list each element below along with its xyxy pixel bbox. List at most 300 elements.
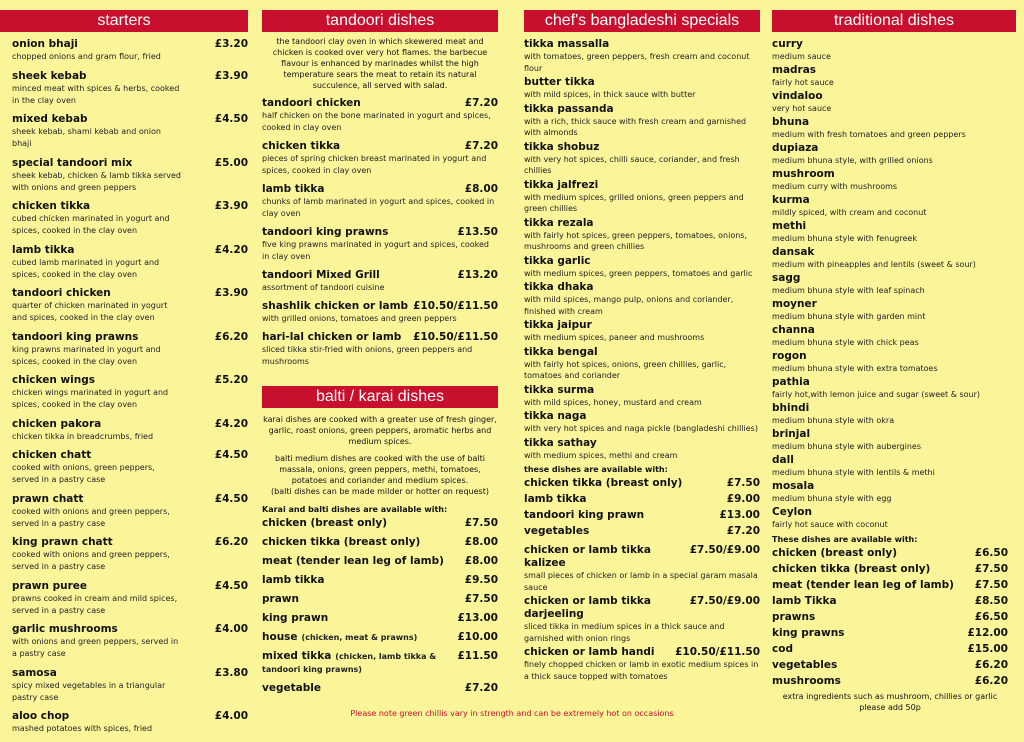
menu-item	[524, 38, 760, 74]
menu-item-name: king prawn chatt	[12, 536, 113, 548]
option-row	[772, 579, 1008, 592]
option-name	[262, 650, 457, 676]
menu-item-row	[772, 64, 1008, 77]
menu-item	[12, 374, 248, 411]
menu-item-row	[262, 97, 498, 110]
menu-item-name: bhindi	[772, 402, 810, 414]
chefs-column	[524, 10, 760, 684]
menu-item-desc: minced meat with spices & herbs, cooked in the clay oven	[12, 83, 180, 105]
option-price: £11.50	[457, 650, 498, 662]
menu-item-row	[524, 255, 760, 268]
traditional-extra-note: extra ingredients such as mushroom, chillies or garlic please add 50p	[782, 691, 998, 712]
menu-item-desc: medium bhuna style with lentils & methi	[772, 468, 935, 477]
menu-item-row	[772, 506, 1008, 519]
menu-item-name: dupiaza	[772, 142, 819, 154]
option-row	[772, 595, 1008, 608]
option-row	[772, 611, 1008, 624]
menu-item-desc: with medium spices, paneer and mushrooms	[524, 333, 705, 342]
menu-item-price: £10.50/£11.50	[675, 646, 760, 658]
menu-item-row	[772, 454, 1008, 467]
starters-header: starters	[0, 10, 248, 32]
menu-item-name: tikka surma	[524, 383, 595, 396]
balti-intro-3: (balti dishes can be made milder or hotter on request)	[271, 487, 489, 496]
option-price: £12.00	[967, 626, 1008, 639]
option-row-line	[524, 493, 760, 506]
menu-item-desc: with medium spices, grilled onions, green peppers and green chillies	[524, 192, 744, 213]
footer-note: Please note green chillis vary in strength and can be extremely hot on occasions	[350, 709, 674, 718]
menu-item-row	[12, 244, 248, 257]
option-row	[772, 675, 1008, 688]
menu-item-name: tikka garlic	[524, 254, 591, 267]
menu-item-name: shashlik chicken or lamb	[262, 300, 409, 312]
menu-item	[772, 220, 1008, 245]
menu-item-name: tikka sathay	[524, 436, 597, 449]
option-name	[772, 627, 844, 640]
option-row	[772, 547, 1008, 560]
option-price: £7.50	[464, 517, 498, 529]
menu-item-row	[772, 376, 1008, 389]
menu-item-row	[524, 544, 760, 570]
menu-item-name: kurma	[772, 194, 810, 206]
option-row-line	[262, 574, 498, 587]
menu-item-desc: finely chopped chicken or lamb in exotic medium spices in a thick sauce topped with tomatoes	[524, 660, 759, 681]
menu-item-price: £7.50/£9.00	[689, 544, 760, 556]
option-name	[262, 517, 387, 530]
menu-item	[12, 667, 248, 704]
menu-item	[524, 319, 760, 344]
menu-item-name: tikka naga	[524, 410, 587, 422]
menu-item-price: £4.00	[214, 623, 248, 635]
menu-item-row	[12, 287, 248, 300]
menu-item-name: dansak	[772, 246, 815, 258]
option-price: £8.00	[464, 555, 498, 567]
option-price: £7.20	[464, 682, 498, 694]
menu-item	[524, 76, 760, 101]
option-row-line	[262, 631, 498, 644]
menu-item-row	[772, 480, 1008, 493]
menu-item-row	[772, 350, 1008, 363]
menu-item-price: £4.50	[214, 492, 248, 505]
option-name	[262, 593, 299, 606]
chefs-header: chef's bangladeshi specials	[524, 10, 760, 32]
menu-item-price: £5.20	[214, 374, 248, 386]
option-name-text: prawn	[262, 593, 299, 605]
menu-item	[12, 200, 248, 237]
menu-item	[524, 384, 760, 409]
option-price: £7.50	[974, 562, 1008, 575]
menu-item-desc: medium bhuna style with chick peas	[772, 338, 919, 347]
option-name	[524, 493, 586, 506]
option-name	[772, 595, 837, 608]
option-row-line	[524, 525, 760, 538]
menu-item	[12, 113, 248, 150]
menu-item-row	[12, 536, 248, 549]
starters-list	[12, 38, 248, 735]
menu-item-row	[262, 300, 498, 313]
menu-item-desc: medium with fresh tomatoes and green peppers	[772, 130, 966, 139]
menu-item-desc: prawns cooked in cream and mild spices, served in a pastry case	[12, 593, 178, 615]
option-row	[262, 536, 498, 549]
starters-column	[12, 10, 248, 742]
option-name	[524, 525, 589, 538]
option-name	[772, 563, 930, 576]
option-row-line	[262, 517, 498, 530]
option-name-text: meat (tender lean leg of lamb)	[262, 555, 444, 567]
menu-item	[262, 331, 498, 368]
option-note: (chicken, lamb tikka & tandoori king prawns)	[262, 652, 437, 674]
menu-item-name: mushroom	[772, 168, 835, 180]
menu-item-desc: mashed potatoes with spices, fried	[12, 724, 153, 733]
menu-item-price: £4.50	[214, 579, 248, 592]
menu-item-name: vindaloo	[772, 90, 823, 102]
menu-item-name: tikka shobuz	[524, 140, 600, 153]
menu-item	[524, 595, 760, 644]
option-name	[262, 574, 324, 587]
menu-item-desc: with mild spices, honey, mustard and cream	[524, 397, 702, 407]
menu-item	[524, 410, 760, 435]
chefs-extras	[524, 544, 760, 682]
menu-item-price: £7.20	[464, 140, 498, 152]
menu-item	[524, 255, 760, 280]
option-row-line	[772, 675, 1008, 688]
menu-item	[262, 300, 498, 325]
option-row-line	[524, 509, 760, 522]
menu-item-desc: mildly spiced, with cream and coconut	[772, 208, 927, 217]
menu-item	[12, 623, 248, 660]
menu-item-name: tikka bengal	[524, 345, 598, 358]
menu-item-price: £13.20	[457, 269, 498, 281]
menu-item-row	[524, 38, 760, 51]
menu-item-row	[12, 374, 248, 387]
menu-item-desc: spicy mixed vegetables in a triangular pastry case	[12, 680, 166, 702]
menu-item-name: prawn chatt	[12, 492, 84, 505]
option-row	[524, 477, 760, 490]
menu-item-price: £8.00	[464, 183, 498, 195]
option-row-line	[772, 611, 1008, 624]
menu-item-row	[12, 200, 248, 213]
option-name-text: mixed tikka	[262, 650, 332, 662]
menu-item	[772, 506, 1008, 531]
option-price: £6.20	[974, 658, 1008, 671]
option-price: £13.00	[457, 612, 498, 624]
option-name-text: vegetable	[262, 682, 321, 694]
menu-item-price: £4.50	[214, 449, 248, 461]
menu-item-row	[524, 346, 760, 359]
menu-item	[772, 246, 1008, 271]
option-row-line	[772, 547, 1008, 560]
menu-item-name: special tandoori mix	[12, 156, 133, 169]
menu-item-desc: small pieces of chicken or lamb in a special garam masala sauce	[524, 571, 758, 592]
menu-item-row	[12, 113, 248, 126]
balti-avail: Karai and balti dishes are available with:	[262, 505, 448, 514]
menu-item	[772, 90, 1008, 115]
menu-item-price: £6.20	[214, 330, 248, 343]
menu-item-desc: with fairly hot spices, green peppers, tomatoes, onions, mushrooms and green chillies	[524, 230, 747, 251]
menu-item-name: aloo chop	[12, 710, 70, 722]
menu-item-price: £3.20	[214, 38, 248, 50]
menu-item	[262, 140, 498, 177]
menu-item-desc: assortment of tandoori cuisine	[262, 283, 385, 292]
option-name-text: meat (tender lean leg of lamb)	[772, 578, 954, 591]
menu-item-name: chicken chatt	[12, 449, 92, 461]
menu-item-desc: medium bhuna style with okra	[772, 416, 895, 425]
menu-item	[772, 350, 1008, 375]
traditional-header: traditional dishes	[772, 10, 1016, 32]
menu-item-name: sagg	[772, 272, 801, 284]
menu-item-row	[524, 384, 760, 397]
menu-item	[772, 142, 1008, 167]
option-name	[772, 547, 897, 560]
menu-item-name: prawn puree	[12, 579, 88, 592]
option-row-line	[262, 536, 498, 549]
menu-item	[524, 646, 760, 682]
menu-item	[12, 449, 248, 486]
option-row	[524, 509, 760, 522]
option-row-line	[772, 643, 1008, 656]
menu-item-name: garlic mushrooms	[12, 623, 118, 635]
menu-item	[772, 402, 1008, 427]
menu-item-desc: with a rich, thick sauce with fresh cream and garnished with almonds	[524, 116, 747, 137]
option-name-text: house	[262, 631, 298, 643]
menu-item-row	[772, 428, 1008, 441]
option-row	[262, 650, 498, 676]
option-price: £8.00	[464, 536, 498, 548]
option-price: £15.00	[967, 642, 1008, 655]
option-price: £10.00	[457, 631, 498, 643]
menu-item-desc: with fairly hot spices, onions, green chillies, garlic, tomatoes and coriander	[524, 359, 727, 380]
option-name-text: chicken tikka (breast only)	[772, 562, 931, 575]
menu-item	[772, 116, 1008, 141]
menu-item-desc: five king prawns marinated in yogurt and spices, cooked in clay oven	[262, 240, 489, 261]
option-row	[262, 682, 498, 695]
option-row	[772, 627, 1008, 640]
menu-item	[772, 454, 1008, 479]
option-name	[262, 612, 328, 625]
menu-item	[524, 103, 760, 139]
menu-item-desc: sheek kebab, shami kebab and onion bhaji	[12, 127, 161, 148]
menu-item-name: bhuna	[772, 116, 810, 128]
menu-item-name: tikka passanda	[524, 102, 614, 115]
option-row	[524, 525, 760, 538]
option-note: (chicken, meat & prawns)	[301, 633, 418, 642]
menu-item	[772, 64, 1008, 89]
option-name-text: chicken tikka (breast only)	[524, 477, 683, 489]
menu-item-price: £3.80	[214, 666, 248, 679]
menu-item-name: mosala	[772, 480, 815, 492]
menu-item-name: pathia	[772, 376, 810, 388]
menu-item-row	[12, 38, 248, 51]
option-row-line	[772, 563, 1008, 576]
menu-item-name: chicken tikka	[262, 140, 341, 152]
menu-item	[772, 272, 1008, 297]
menu-item-name: chicken or lamb handi	[524, 646, 655, 658]
menu-item-row	[262, 183, 498, 196]
menu-item-name: channa	[772, 324, 815, 336]
menu-item-desc: quarter of chicken marinated in yogurt and spices, cooked in the clay oven	[12, 301, 168, 322]
option-row	[262, 593, 498, 606]
menu-item-row	[772, 38, 1008, 51]
menu-item-desc: with grilled onions, tomatoes and green peppers	[262, 314, 457, 323]
menu-item-desc: with very hot spices and naga pickle (bangladeshi chillies)	[524, 424, 758, 433]
option-row	[262, 517, 498, 530]
menu-item-row	[12, 667, 248, 680]
option-row	[772, 643, 1008, 656]
menu-item-row	[524, 103, 760, 116]
menu-item-desc: with medium spices, methi and cream	[524, 450, 678, 460]
traditional-options	[772, 547, 1008, 688]
menu-item	[262, 97, 498, 134]
menu-item-row	[524, 595, 760, 621]
menu-item	[772, 428, 1008, 453]
option-row-line	[262, 682, 498, 695]
option-name	[524, 509, 644, 522]
option-price: £13.00	[719, 509, 760, 521]
menu-item	[12, 244, 248, 281]
menu-item-row	[524, 76, 760, 89]
menu-item	[262, 183, 498, 220]
menu-item-row	[772, 220, 1008, 233]
menu-item	[772, 376, 1008, 401]
menu-item-desc: fairly hot sauce	[772, 78, 834, 87]
menu-item	[524, 217, 760, 253]
menu-item-name: chicken pakora	[12, 417, 102, 430]
menu-item-desc: fairly hot,with lemon juice and sugar (sweet & sour)	[772, 390, 981, 399]
option-row	[262, 631, 498, 644]
menu-item-name: tikka rezala	[524, 216, 594, 229]
option-price: £8.50	[974, 594, 1008, 607]
option-row-line	[772, 579, 1008, 592]
menu-item	[772, 168, 1008, 193]
menu-item-desc: medium curry with mushrooms	[772, 182, 898, 191]
menu-item-name: moyner	[772, 298, 817, 310]
menu-item-desc: medium bhuna style with fenugreek	[772, 234, 917, 243]
menu-item	[772, 194, 1008, 219]
option-name-text: chicken (breast only)	[262, 517, 388, 529]
menu-item-desc: medium bhuna style with extra tomatoes	[772, 364, 938, 373]
menu-item-row	[772, 298, 1008, 311]
menu-item-row	[772, 246, 1008, 259]
menu-item	[12, 580, 248, 617]
option-price: £7.50	[726, 477, 760, 489]
tandoori-column	[262, 10, 498, 701]
menu-item-name: lamb tikka	[262, 183, 325, 195]
menu-item-row	[772, 324, 1008, 337]
traditional-avail: These dishes are available with:	[772, 534, 918, 544]
menu-item-desc: with medium spices, green peppers, tomatoes and garlic	[524, 268, 753, 278]
option-name-text: tandoori king prawn	[524, 509, 645, 521]
option-row-line	[524, 477, 760, 490]
option-name	[772, 675, 841, 688]
option-row	[772, 659, 1008, 672]
menu-item-row	[524, 179, 760, 192]
option-name	[262, 631, 417, 644]
menu-item	[12, 536, 248, 573]
menu-item	[12, 70, 248, 107]
menu-item-name: onion bhaji	[12, 38, 78, 50]
balti-intro-2: balti medium dishes are cooked with the use of balti massala, onions, green peppers, methi, tomatoes, potatoes and coriander and medium spices.	[275, 454, 485, 485]
option-price: £6.50	[974, 546, 1008, 559]
menu-item-price: £3.90	[214, 287, 248, 299]
menu-item-row	[12, 70, 248, 83]
menu-item-price: £7.50/£9.00	[689, 595, 760, 607]
menu-item	[524, 179, 760, 215]
option-name-text: king prawns	[772, 626, 845, 639]
menu-item-name: sheek kebab	[12, 69, 87, 82]
menu-item	[524, 346, 760, 382]
menu-item-price: £4.50	[214, 113, 248, 125]
menu-item-desc: king prawns marinated in yogurt and spices, cooked in the clay oven	[12, 344, 161, 366]
chefs-avail: these dishes are available with:	[524, 465, 668, 474]
option-name-text: lamb tikka	[524, 493, 587, 505]
option-name-text: mushrooms	[772, 674, 841, 687]
menu-item-row	[772, 168, 1008, 181]
menu-item	[262, 269, 498, 294]
menu-item-name: madras	[772, 64, 817, 76]
menu-item-name: tandoori king prawns	[12, 330, 139, 343]
option-name-text: lamb Tikka	[772, 594, 837, 607]
option-name	[772, 611, 815, 624]
menu-item-name: brinjal	[772, 428, 811, 440]
option-name-text: prawns	[772, 610, 816, 623]
option-row	[262, 574, 498, 587]
tandoori-intro: the tandoori clay oven in which skewered meat and chicken is cooked over very hot flames. the barbecue flavour is enhanced by marinades whilst the high temperature sears the meat to retain its natural succulence, all served with salad.	[272, 37, 488, 90]
option-name-text: chicken tikka (breast only)	[262, 536, 421, 548]
menu-item-desc: cooked with onions and green peppers, served in a pastry case	[12, 550, 170, 571]
menu-item-name: chicken wings	[12, 374, 96, 386]
menu-item-price: £3.90	[214, 200, 248, 212]
menu-item-row	[772, 194, 1008, 207]
option-row	[262, 612, 498, 625]
menu-item	[12, 493, 248, 530]
traditional-list	[772, 38, 1008, 531]
menu-item-row	[772, 272, 1008, 285]
option-name	[772, 659, 837, 672]
menu-item-desc: medium bhuna style with egg	[772, 494, 892, 503]
menu-item-price: £4.20	[214, 243, 248, 256]
option-row	[772, 563, 1008, 576]
option-name	[772, 643, 793, 656]
menu-item-price: £10.50/£11.50	[413, 300, 498, 312]
menu-item-desc: cooked with onions and green peppers, served in a pastry case	[12, 506, 170, 528]
menu-item-desc: cubed chicken marinated in yogurt and spices, cooked in the clay oven	[12, 214, 170, 235]
menu-item	[12, 418, 248, 443]
menu-item-row	[772, 142, 1008, 155]
menu-item-name: rogon	[772, 350, 807, 362]
option-price: £9.50	[464, 574, 498, 586]
menu-item-desc: sliced tikka stir-fried with onions, green peppers and mushrooms	[262, 345, 473, 366]
balti-header: balti / karai dishes	[262, 386, 498, 408]
menu-item-price: £5.00	[214, 156, 248, 169]
menu-item-row	[12, 623, 248, 636]
menu-item-name: chicken tikka	[12, 200, 91, 212]
menu-item-row	[524, 646, 760, 659]
menu-item	[12, 157, 248, 194]
tandoori-list	[262, 97, 498, 368]
menu-item-desc: medium bhuna style with garden mint	[772, 312, 926, 321]
option-name	[524, 477, 682, 490]
menu-item-row	[12, 157, 248, 170]
menu-item	[12, 38, 248, 63]
menu-item-row	[524, 217, 760, 230]
menu-item-row	[772, 116, 1008, 129]
option-name-text: chicken (breast only)	[772, 546, 898, 559]
menu-item-desc: medium bhuna style with leaf spinach	[772, 286, 925, 295]
menu-item-name: hari-lal chicken or lamb	[262, 331, 402, 343]
option-name-text: vegetables	[524, 525, 590, 537]
menu-item-price: £7.20	[464, 97, 498, 109]
menu-item-name: curry	[772, 38, 803, 50]
option-row-line	[262, 555, 498, 568]
